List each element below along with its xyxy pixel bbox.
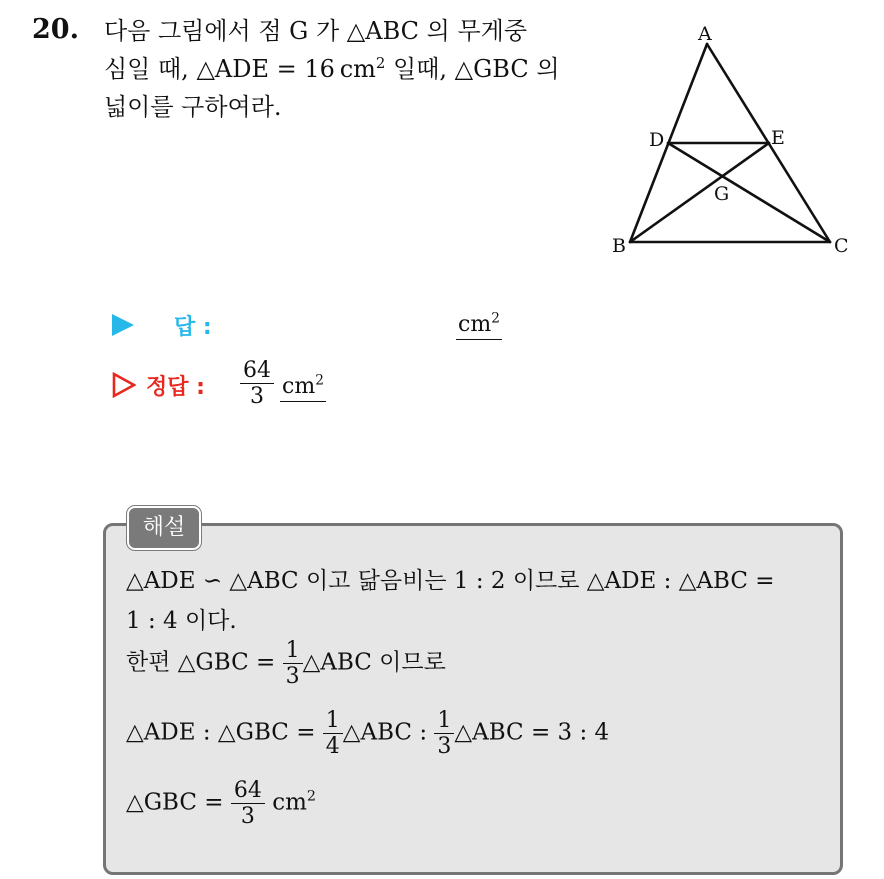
vertex-label-d: D	[649, 129, 665, 151]
triangle-figure	[600, 22, 860, 262]
question-number: 20.	[32, 14, 79, 45]
vertex-label-c: C	[834, 235, 849, 257]
question-line-1: 다음 그림에서 점 G 가 △ABC 의 무게중	[104, 17, 528, 45]
correct-answer-label: 정답 :	[146, 375, 205, 400]
filled-triangle-icon	[112, 314, 134, 336]
question-text	[104, 12, 594, 126]
question-line-3: 넓이를 구하여라.	[104, 93, 282, 121]
correct-answer-row	[112, 358, 512, 428]
correct-answer-unit: $cm^2$	[280, 374, 326, 402]
solution-line-1: △ADE ∽ △ABC 이고 닮음비는 1 : 2 이므로 △ADE : △ABC =	[126, 568, 775, 594]
solution-line-2: 1 : 4 이다.	[126, 608, 237, 634]
answer-row	[112, 310, 512, 340]
solution-line-5: △GBC = $\frac{64}{3}$ $cm^2$	[126, 778, 316, 829]
vertex-label-a: A	[698, 23, 712, 45]
answer-input[interactable]: $cm^2$	[456, 312, 502, 340]
vertex-label-g: G	[714, 183, 730, 205]
solution-tab: 해설	[127, 506, 201, 550]
correct-answer-fraction: $\frac{64}{3}$	[240, 358, 274, 409]
vertex-label-b: B	[612, 235, 626, 257]
vertex-label-e: E	[771, 127, 785, 149]
solution-line-3: 한편 △GBC = $\frac{1}{3}$ △ABC 이므로	[126, 638, 446, 689]
solution-line-4: △ADE : △GBC = $\frac{1}{4}$ △ABC : $\frac{1}{3}$ △ABC = 3 : 4	[126, 708, 610, 759]
outline-triangle-icon	[112, 372, 136, 398]
question-line-2: 심일 때, △ADE = 16 $cm^2$ 일때, △GBC 의	[104, 53, 560, 83]
answer-label: 답 :	[174, 315, 212, 340]
